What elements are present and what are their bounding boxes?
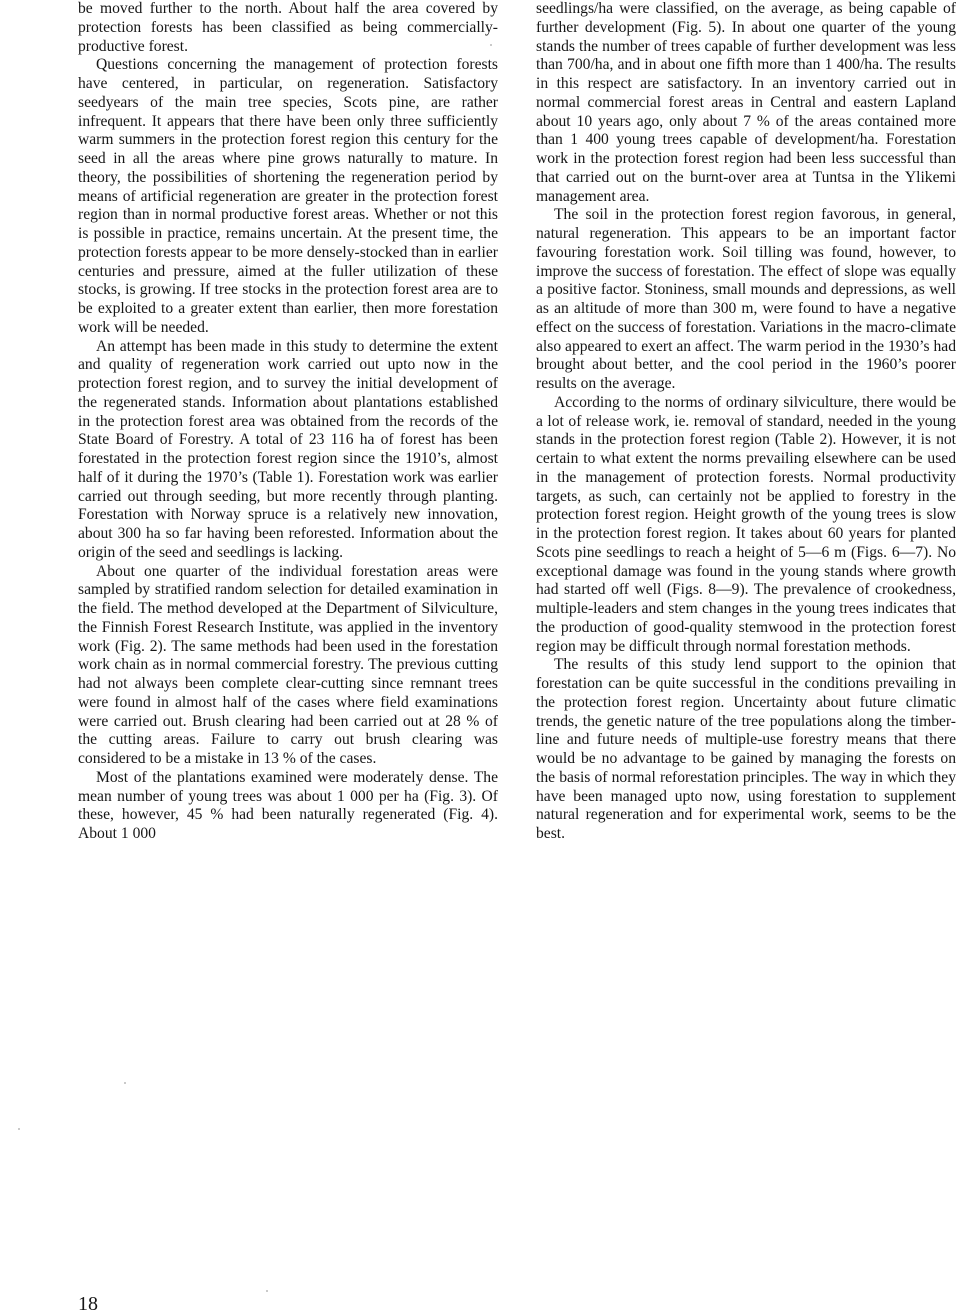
scan-speck — [266, 1290, 268, 1292]
paragraph: About one quarter of the individual forestation areas were sampled by stratified random selection for detailed examination in the field. The method developed at the Department of Silviculture, the Finnish Forest Research Institute, was applied in the inventory work (Fig. 2). The same methods had been used in the forestation work chain as in normal commercial forestry. The previous cutting had not always been complete clear-cutting since remnant trees were found in almost half of the cases where field examinations were carried out. Brush clearing had been carried out at 28 % of the cutting areas. Failure to carry out brush clearing was considered to be a mistake in 13 % of the cases. — [78, 562, 498, 767]
scan-speck — [490, 44, 492, 46]
paragraph: An attempt has been made in this study to determine the extent and quality of regeneration work carried out upto now in the protection forest region, and to survey the initial development of the regenerated stands. Information about plantations established in the protection forest area was obtained from the records of the State Board of Forestry. A total of 23 116 ha of forest has been forestated in the protection forest region since the 1910’s, almost half of it during the 1970’s (Table 1). Forestation work was earlier carried out through seeding, but more recently through planting. Forestation with Norway spruce is a relatively new innovation, about 300 ha so far having been reforested. Information about the origin of the seed and seedlings is lacking. — [78, 337, 498, 561]
paragraph: Most of the plantations examined were moderately dense. The mean number of young trees was about 1 000 per ha (Fig. 3). Of these, however, 45 % had been naturally regenerated (Fig. 4). About 1 000 — [78, 768, 498, 842]
right-text-column — [536, 0, 956, 844]
paragraph: The results of this study lend support to the opinion that forestation can be quite successful in the conditions prevailing in the protection forest region. Uncertainty about future climatic trends, the genetic nature of the tree populations along the timber-line and future needs of multiple-use forestry means that there would be no advantage to be gained by managing the forests on the basis of normal reforestation principles. The way in which they have been managed upto now, using forestation to supplement natural regeneration and for experimental work, seems to be the best. — [536, 656, 956, 842]
paragraph: Questions concerning the management of protection forests have centered, in particular, on regeneration. Satisfactory seedyears of the main tree species, Scots pine, are rather infrequent. It appears that there have been only three sufficiently warm summers in the protection forest region this century for the seed in all the areas where pine grows naturally to mature. In theory, the possibilities of shortening the regeneration period by means of artificial regeneration are greater in the protection forest region than in normal productive forest areas. Whether or not this is possible in practice, remains uncertain. At the present time, the protection forests appear to be more densely-stocked than in earlier centuries and pressure, aimed at the fuller utilization of these stocks, is growing. If tree stocks in the protection forest area are to be exploited to a greater extent than earlier, then more forestation work will be needed. — [78, 56, 498, 336]
paragraph: seedlings/ha were classified, on the average, as being capable of further development (Fig. 5). In about one quarter of the young stands the number of trees capable of further development was less than 700/ha, and in about one fifth more than 1 400/ha. The results in this respect are satisfactory. In an inventory carried out in normal commercial forest areas in Central and eastern Lapland about 10 years ago, only about 7 % of the areas contained more than 1 400 young trees capable of development/ha. Forestation work in the protection forest region had been less successful than that carried out on the burnt-over area at Tuntsa in the Ylikemi management area. — [536, 0, 956, 205]
scan-speck — [124, 1082, 126, 1084]
page-number: 18 — [78, 1293, 98, 1315]
paragraph: According to the norms of ordinary silviculture, there would be a lot of release work, ie. removal of standard, needed in the young stands in the protection forest region (Table 2). However, it is not certain to what extent the norms prevailing elsewhere can be used in the management of protection forests. Normal productivity targets, as such, can certainly not be applied to forestry in the protection forest region. Height growth of the young trees is slow in the protection forest region. It takes about 60 years for planted Scots pine seedlings to reach a height of 5—6 m (Figs. 6—7). No exceptional damage was found in the young stands where growth had started off well (Figs. 8—9). The prevalence of crookedness, multiple-leaders and stem changes in the young trees indicates that the production of good-quality stemwood in the protection forest region may be difficult through normal forestation methods. — [536, 393, 956, 655]
left-text-column — [78, 0, 498, 844]
scan-speck — [18, 1128, 20, 1130]
paragraph: be moved further to the north. About half the area covered by protection forests has been classified as being commercially-productive forest. — [78, 0, 498, 55]
paragraph: The soil in the protection forest region favorous, in general, natural regeneration. This appears to be an important factor favouring forestation work. Soil tilling was found, however, to improve the success of forestation. The effect of slope was equally a positive factor. Stoniness, small mounds and depressions, as well as an altitude of more than 300 m, were found to have a negative effect on the success of forestation. Variations in the macro-climate also appeared to exert an affect. The warm period in the 1930’s had brought about better, and the cool period in the 1960’s poorer results on the average. — [536, 206, 956, 392]
